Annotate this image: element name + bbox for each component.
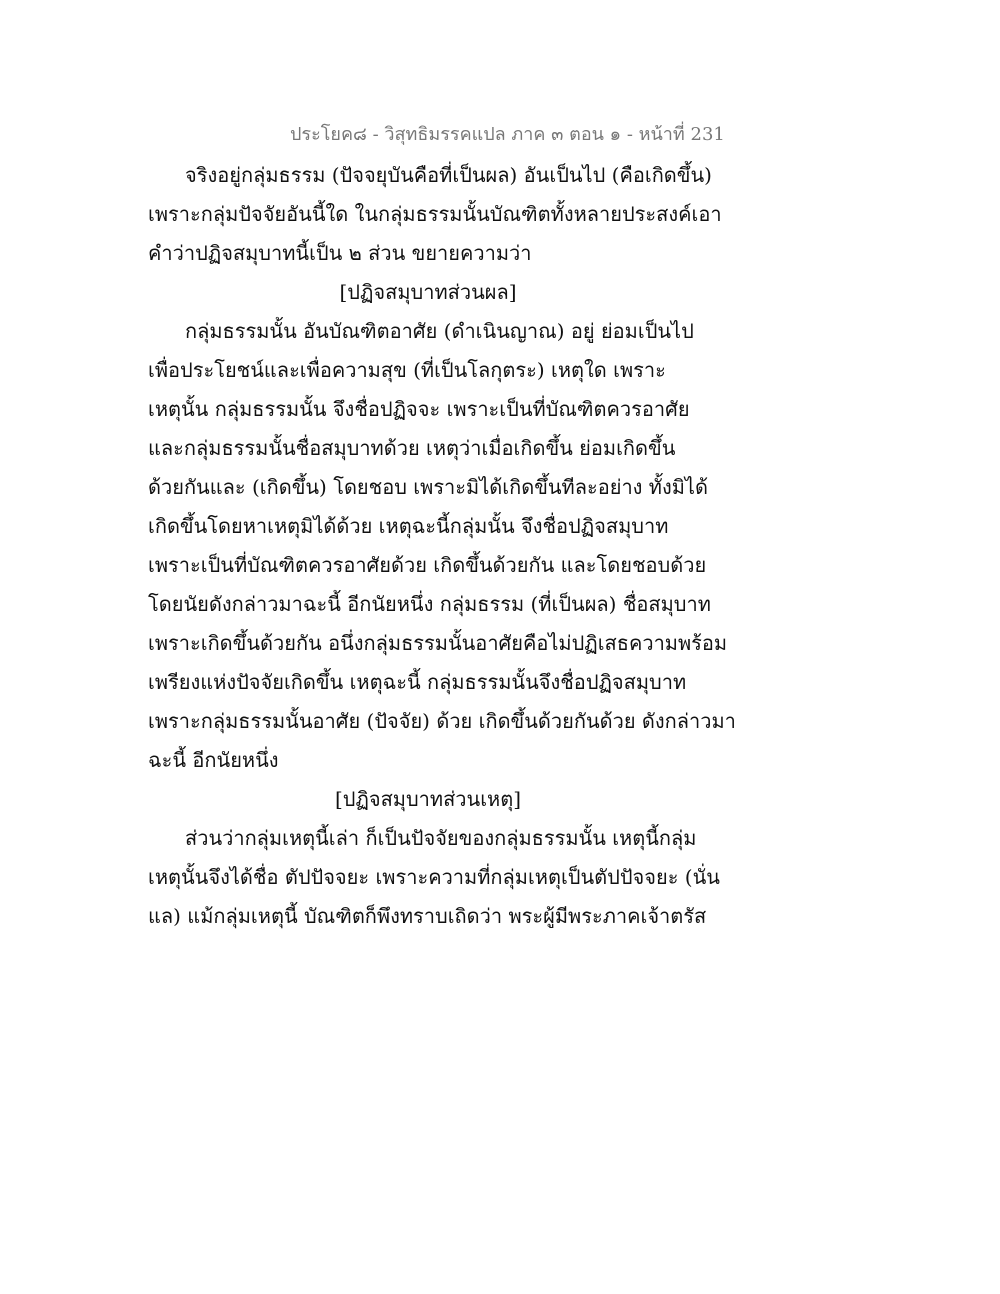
page-header: ประโยค๘ - วิสุทธิมรรคแปล ภาค ๓ ตอน ๑ - หน้าที่ 231 [290, 124, 725, 145]
paragraph-line: เพราะกลุ่มธรรมนั้นอาศัย (ปัจจัย) ด้วย เกิดขึ้นด้วยกันด้วย ดังกล่าวมา [148, 709, 736, 733]
paragraph-line: เพราะเกิดขึ้นด้วยกัน อนึ่งกลุ่มธรรมนั้นอาศัยคือไม่ปฏิเสธความพร้อม [148, 631, 728, 655]
paragraph-line: กลุ่มธรรมนั้น อันบัณฑิตอาศัย (ดำเนินญาณ) อยู่ ย่อมเป็นไป [185, 319, 694, 343]
paragraph-line: เพื่อประโยชน์และเพื่อความสุข (ที่เป็นโลกุตระ) เหตุใด เพราะ [148, 358, 666, 382]
paragraph-line: ด้วยกันและ (เกิดขึ้น) โดยชอบ เพราะมิได้เกิดขึ้นทีละอย่าง ทั้งมิได้ [148, 475, 708, 499]
paragraph-line: เหตุนั้นจึงได้ชื่อ ตัปปัจจยะ เพราะความที่กลุ่มเหตุเป็นตัปปัจจยะ (นั่น [148, 865, 720, 889]
paragraph-line: เพราะกลุ่มปัจจัยอันนี้ใด ในกลุ่มธรรมนั้นบัณฑิตทั้งหลายประสงค์เอา [148, 202, 722, 226]
paragraph-line: ส่วนว่ากลุ่มเหตุนี้เล่า ก็เป็นปัจจัยของกลุ่มธรรมนั้น เหตุนี้กลุ่ม [185, 826, 697, 850]
paragraph-line: เหตุนั้น กลุ่มธรรมนั้น จึงชื่อปฏิจจะ เพราะเป็นที่บัณฑิตควรอาศัย [148, 397, 690, 421]
paragraph-line: แล) แม้กลุ่มเหตุนี้ บัณฑิตก็พึงทราบเถิดว่า พระผู้มีพระภาคเจ้าตรัส [148, 904, 707, 928]
paragraph-line: เพรียงแห่งปัจจัยเกิดขึ้น เหตุฉะนี้ กลุ่มธรรมนั้นจึงชื่อปฏิจสมุบาท [148, 670, 687, 694]
paragraph-line: จริงอยู่กลุ่มธรรม (ปัจจยุบันคือที่เป็นผล) อันเป็นไป (คือเกิดขึ้น) [185, 163, 712, 187]
paragraph-line: โดยนัยดังกล่าวมาฉะนี้ อีกนัยหนึ่ง กลุ่มธรรม (ที่เป็นผล) ชื่อสมุบาท [148, 592, 711, 616]
section-heading-result: [ปฏิจสมุบาทส่วนผล] [339, 280, 517, 304]
paragraph-line: คำว่าปฏิจสมุบาทนี้เป็น ๒ ส่วน ขยายความว่า [148, 241, 532, 265]
section-heading-cause: [ปฏิจสมุบาทส่วนเหตุ] [334, 787, 522, 811]
paragraph-line: และกลุ่มธรรมนั้นชื่อสมุบาทด้วย เหตุว่าเมื่อเกิดขึ้น ย่อมเกิดขึ้น [148, 436, 676, 460]
paragraph-line: เกิดขึ้นโดยหาเหตุมิได้ด้วย เหตุฉะนี้กลุ่มนั้น จึงชื่อปฏิจสมุบาท [148, 514, 669, 538]
paragraph-line: ฉะนี้ อีกนัยหนึ่ง [148, 748, 279, 772]
paragraph-line: เพราะเป็นที่บัณฑิตควรอาศัยด้วย เกิดขึ้นด้วยกัน และโดยชอบด้วย [148, 553, 707, 577]
